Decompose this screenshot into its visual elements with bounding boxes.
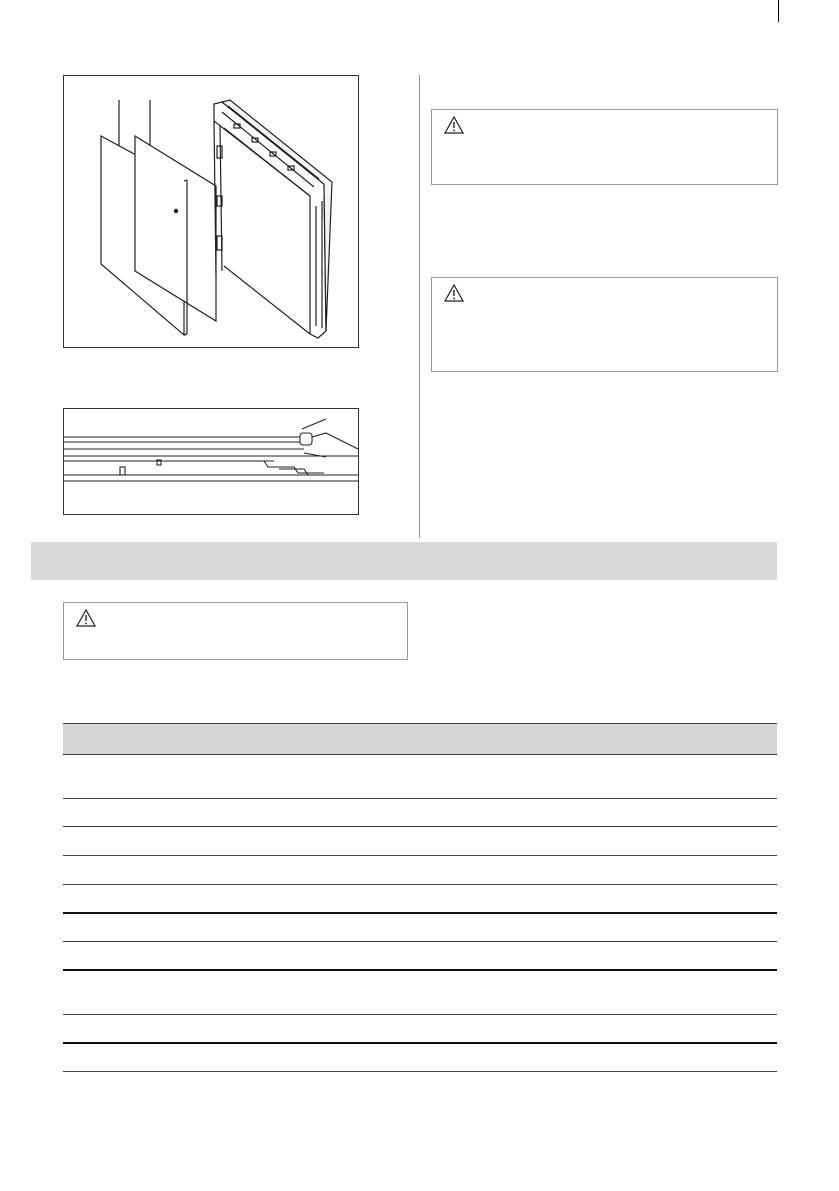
warning-triangle-icon <box>444 116 464 134</box>
callout-line-a <box>302 419 326 429</box>
glass-marker-dot <box>174 209 177 212</box>
table-row-rule <box>63 754 777 755</box>
table-row-rule <box>63 969 777 971</box>
table-row-rule <box>63 1071 777 1072</box>
warning-box-1 <box>431 109 778 185</box>
table-row-rule <box>63 1014 777 1015</box>
table-row-rule <box>63 855 777 856</box>
section-heading-band <box>31 542 777 580</box>
column-divider <box>419 75 420 538</box>
table-row-rule <box>63 912 777 914</box>
glass-seating-figure <box>63 408 359 515</box>
table-header <box>63 723 777 755</box>
glass-clip <box>300 433 312 445</box>
warning-triangle-icon <box>444 284 464 302</box>
table-row-rule <box>63 884 777 885</box>
cut-mark <box>778 0 779 22</box>
table-row-rule <box>63 1042 777 1044</box>
warning-box-2 <box>431 277 778 372</box>
door-glass-figure <box>63 75 359 348</box>
table-row-rule <box>63 941 777 942</box>
door-glass-illustration <box>64 76 358 347</box>
table-row-rule <box>63 798 777 799</box>
warning-box-3 <box>63 602 408 660</box>
table-row-rule <box>63 826 777 827</box>
warning-triangle-icon <box>76 609 96 627</box>
glass-seating-illustration <box>64 409 358 514</box>
